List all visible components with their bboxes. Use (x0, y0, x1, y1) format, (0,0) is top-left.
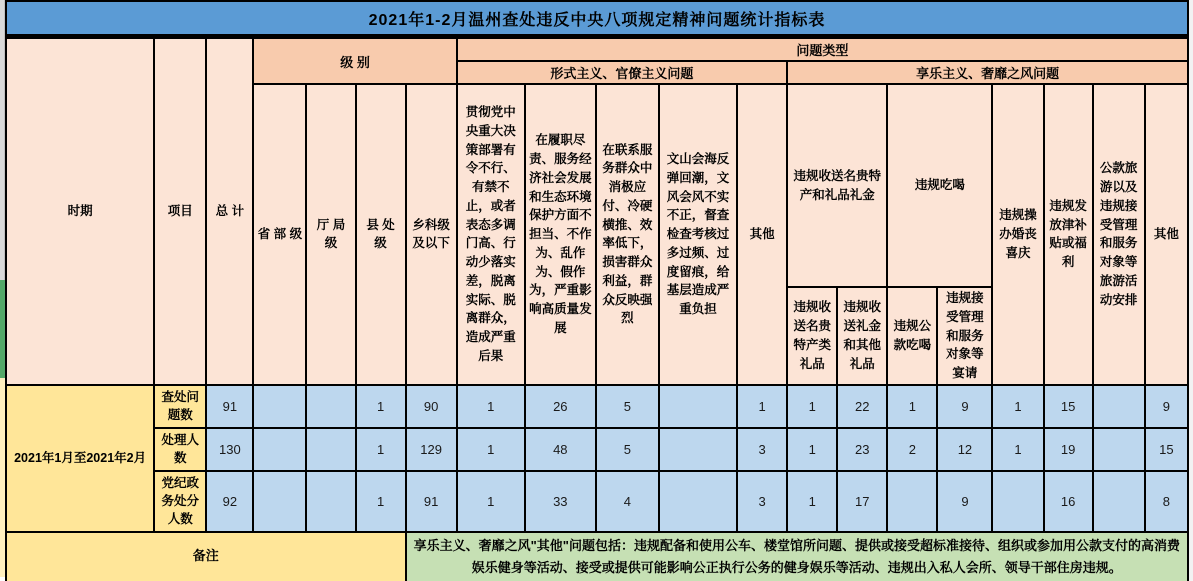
data-cell (659, 428, 737, 471)
remark-text: 享乐主义、奢靡之风"其他"问题包括：违规配备和使用公车、楼堂馆所问题、提供或接受超标准接待、组织或参加用公款支付的高消费娱乐健身等活动、接受或提供可能影响公正执行公务的健身娱乐等活动、违规出入私人会所、领导干部住房违规。 (406, 532, 1188, 581)
row-label-discipline-punishment: 党纪政务处分人数 (154, 471, 206, 532)
data-cell (659, 471, 737, 532)
col-formalism-2: 在履职尽责、服务经济社会发展和生态环境保护方面不担当、不作为、乱作为、假作为，严重影响高质量发展 (525, 84, 596, 385)
col-dining-public-funds: 违规公款吃喝 (887, 287, 937, 385)
period-value: 2021年1月至2021年2月 (6, 385, 154, 532)
data-cell (659, 385, 737, 428)
data-cell: 23 (837, 428, 887, 471)
data-cell: 1 (787, 385, 837, 428)
data-cell: 1 (887, 385, 937, 428)
data-cell (887, 471, 937, 532)
data-cell (253, 428, 306, 471)
data-cell: 1 (992, 428, 1043, 471)
data-cell: 9 (1145, 385, 1188, 428)
data-cell (253, 471, 306, 532)
data-cell (306, 428, 355, 471)
table-row (6, 471, 1188, 532)
data-cell (1093, 471, 1145, 532)
col-formalism-3: 在联系服务群众中消极应付、冷硬横推、效率低下，损害群众利益，群众反映强烈 (596, 84, 659, 385)
col-dining-hospitality: 违规接受管理和服务对象等宴请 (937, 287, 992, 385)
data-cell: 9 (937, 385, 992, 428)
data-cell: 19 (1044, 428, 1093, 471)
data-cell: 4 (596, 471, 659, 532)
row-label-persons-handled: 处理人数 (154, 428, 206, 471)
data-cell: 90 (406, 385, 457, 428)
data-cell: 33 (525, 471, 596, 532)
data-cell: 3 (737, 428, 787, 471)
data-cell: 15 (1145, 428, 1188, 471)
header-dining-group: 违规吃喝 (887, 84, 992, 287)
header-problem-type-group: 问题类型 (457, 38, 1188, 61)
header-total: 总 计 (206, 38, 253, 385)
data-cell (253, 385, 306, 428)
data-cell (992, 471, 1043, 532)
table-row (6, 428, 1188, 471)
header-gifts-group: 违规收送名贵特产和礼品礼金 (787, 84, 887, 287)
data-cell: 1 (787, 471, 837, 532)
data-cell (1093, 385, 1145, 428)
col-township-level: 乡科级及以下 (406, 84, 457, 385)
data-cell: 1 (787, 428, 837, 471)
data-cell: 5 (596, 385, 659, 428)
data-cell: 130 (206, 428, 253, 471)
col-formalism-other: 其他 (737, 84, 787, 385)
data-cell: 92 (206, 471, 253, 532)
data-cell: 48 (525, 428, 596, 471)
data-cell: 91 (206, 385, 253, 428)
data-cell: 3 (737, 471, 787, 532)
header-level-group: 级 别 (253, 38, 456, 84)
data-cell: 2 (887, 428, 937, 471)
data-cell: 16 (1044, 471, 1093, 532)
table-row (6, 385, 1188, 428)
data-cell: 1 (457, 471, 525, 532)
data-cell: 1 (356, 471, 406, 532)
col-county-level: 县 处 级 (356, 84, 406, 385)
data-cell: 1 (457, 385, 525, 428)
data-cell: 9 (937, 471, 992, 532)
col-gifts-money: 违规收送礼金和其他礼品 (837, 287, 887, 385)
data-cell: 129 (406, 428, 457, 471)
table-row (6, 532, 1188, 581)
col-travel: 公款旅游以及违规接受管理和服务对象等旅游活动安排 (1093, 84, 1145, 385)
data-cell: 17 (837, 471, 887, 532)
data-cell: 1 (356, 428, 406, 471)
data-cell: 5 (596, 428, 659, 471)
data-cell: 8 (1145, 471, 1188, 532)
table-title: 2021年1-2月温州查处违反中央八项规定精神问题统计指标表 (5, 0, 1189, 37)
remark-label: 备注 (6, 532, 406, 581)
col-allowance: 违规发放津补贴或福利 (1044, 84, 1093, 385)
data-cell: 15 (1044, 385, 1093, 428)
data-cell: 22 (837, 385, 887, 428)
row-label-problems-count: 查处问题数 (154, 385, 206, 428)
header-item: 项目 (154, 38, 206, 385)
data-cell: 26 (525, 385, 596, 428)
data-cell: 1 (457, 428, 525, 471)
data-cell (1093, 428, 1145, 471)
col-department-level: 厅 局 级 (306, 84, 355, 385)
header-hedonism-group: 享乐主义、奢靡之风问题 (787, 61, 1188, 84)
col-hedonism-other: 其他 (1145, 84, 1188, 385)
data-cell (306, 471, 355, 532)
col-gifts-specialty: 违规收送名贵特产类礼品 (787, 287, 837, 385)
data-cell: 1 (356, 385, 406, 428)
data-cell: 1 (992, 385, 1043, 428)
col-formalism-4: 文山会海反弹回潮，文风会风不实不正，督查检查考核过多过频、过度留痕，给基层造成严重负担 (659, 84, 737, 385)
col-wedding-funeral: 违规操办婚丧喜庆 (992, 84, 1043, 385)
col-provincial-level: 省 部 级 (253, 84, 306, 385)
data-cell (306, 385, 355, 428)
statistics-table (5, 37, 1189, 581)
data-cell: 12 (937, 428, 992, 471)
header-formalism-group: 形式主义、官僚主义问题 (457, 61, 787, 84)
data-cell: 1 (737, 385, 787, 428)
col-formalism-1: 贯彻党中央重大决策部署有令不行、有禁不止，或者表态多调门高、行动少落实差，脱离实际、脱离群众，造成严重后果 (457, 84, 525, 385)
data-cell: 91 (406, 471, 457, 532)
header-period: 时期 (6, 38, 154, 385)
